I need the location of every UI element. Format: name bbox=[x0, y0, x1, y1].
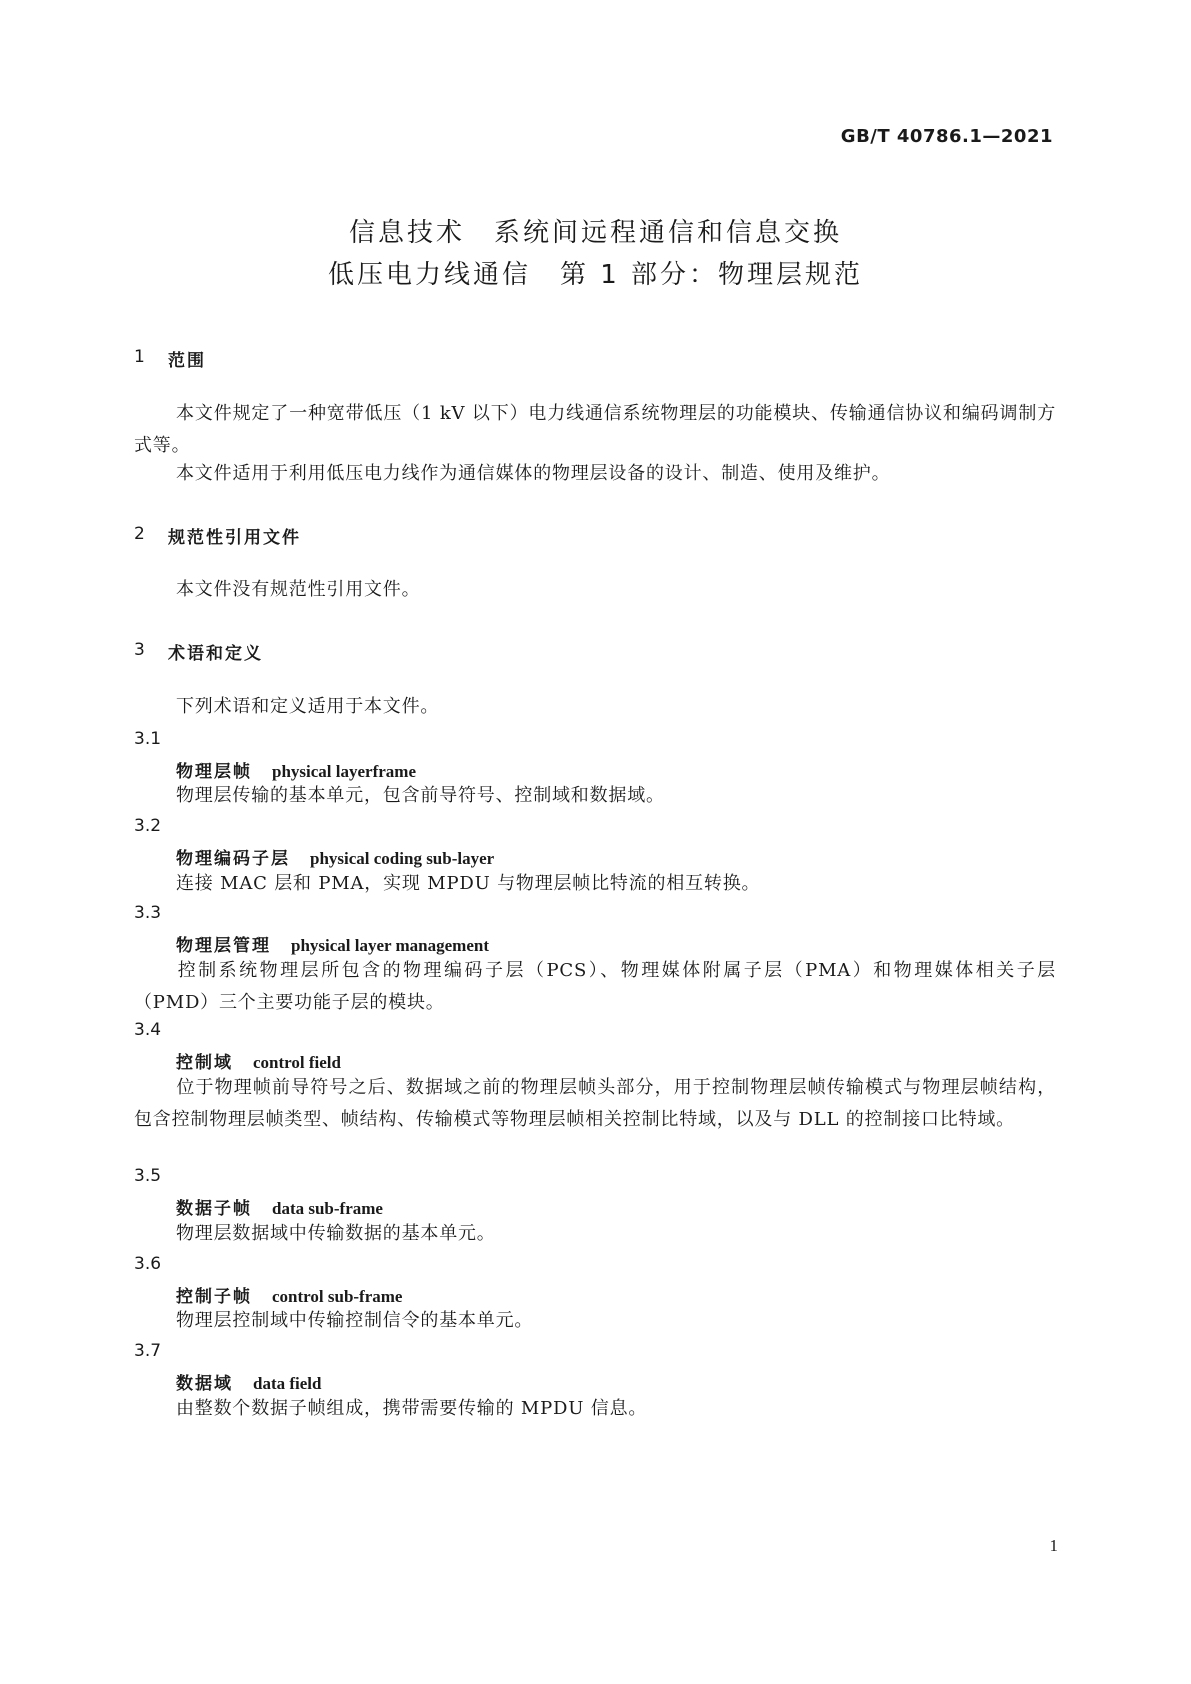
section-3-number: 3 bbox=[134, 640, 145, 660]
term-definition bbox=[134, 1218, 1056, 1250]
term-definition-text: 连接 MAC 层和 PMA，实现 MPDU 与物理层帧比特流的相互转换。 bbox=[176, 873, 761, 894]
term-heading bbox=[176, 1048, 341, 1073]
section-1-title: 范围 bbox=[168, 351, 206, 371]
term-english: data field bbox=[253, 1374, 322, 1393]
section-1-paragraph-2 bbox=[134, 458, 1056, 490]
term-number: 3.6 bbox=[134, 1254, 162, 1274]
section-3-intro-text: 下列术语和定义适用于本文件。 bbox=[176, 696, 440, 717]
term-chinese: 数据子帧 bbox=[176, 1199, 252, 1219]
term-definition bbox=[134, 1072, 1056, 1136]
term-english: control sub-frame bbox=[272, 1287, 403, 1306]
term-number: 3.2 bbox=[134, 816, 162, 836]
section-1-number: 1 bbox=[134, 347, 145, 367]
term-english: physical layer management bbox=[291, 936, 490, 955]
section-2-number: 2 bbox=[134, 524, 145, 544]
section-1-paragraph-1 bbox=[134, 398, 1056, 462]
term-definition bbox=[134, 1305, 1056, 1337]
term-chinese: 物理层管理 bbox=[176, 936, 271, 956]
section-1-paragraph-2-text: 本文件适用于利用低压电力线作为通信媒体的物理层设备的设计、制造、使用及维护。 bbox=[176, 463, 891, 484]
term-definition bbox=[134, 780, 1056, 812]
term-number: 3.4 bbox=[134, 1020, 162, 1040]
term-chinese: 数据域 bbox=[176, 1374, 233, 1394]
term-definition bbox=[134, 1393, 1056, 1425]
term-definition-text: 物理层控制域中传输控制信令的基本单元。 bbox=[176, 1310, 534, 1331]
section-2-title: 规范性引用文件 bbox=[168, 528, 301, 548]
term-definition-text: 位于物理帧前导符号之后、数据域之前的物理层帧头部分，用于控制物理层帧传输模式与物理层帧结构，包含控制物理层帧类型、帧结构、传输模式等物理层帧相关控制比特域，以及与 DLL 的控制接口比特域。 bbox=[134, 1077, 1056, 1130]
term-definition-text: 物理层数据域中传输数据的基本单元。 bbox=[176, 1223, 496, 1244]
term-chinese: 物理编码子层 bbox=[176, 849, 290, 869]
term-heading bbox=[176, 1282, 402, 1307]
term-definition-text: 控制系统物理层所包含的物理编码子层（PCS）、物理媒体附属子层（PMA）和物理媒体相关子层（PMD）三个主要功能子层的模块。 bbox=[134, 960, 1056, 1013]
term-chinese: 控制域 bbox=[176, 1053, 233, 1073]
term-number: 3.5 bbox=[134, 1166, 162, 1186]
term-english: control field bbox=[253, 1053, 341, 1072]
term-chinese: 控制子帧 bbox=[176, 1287, 252, 1307]
document-title-line-1: 信息技术 系统间远程通信和信息交换 bbox=[348, 218, 842, 248]
term-definition-text: 物理层传输的基本单元，包含前导符号、控制域和数据域。 bbox=[176, 785, 665, 806]
document-title-line-2: 低压电力线通信 第 1 部分：物理层规范 bbox=[327, 260, 864, 290]
term-heading bbox=[176, 1194, 383, 1219]
term-number: 3.1 bbox=[134, 729, 162, 749]
standard-code: GB/T 40786.1—2021 bbox=[840, 126, 1053, 147]
term-definition-text: 由整数个数据子帧组成，携带需要传输的 MPDU 信息。 bbox=[176, 1398, 648, 1419]
page-number: 1 bbox=[1049, 1536, 1058, 1555]
term-english: data sub-frame bbox=[272, 1199, 383, 1218]
term-english: physical coding sub-layer bbox=[310, 849, 495, 868]
term-definition bbox=[134, 868, 1056, 900]
term-heading bbox=[176, 931, 489, 956]
term-chinese: 物理层帧 bbox=[176, 762, 252, 782]
section-3-title: 术语和定义 bbox=[168, 644, 263, 664]
section-3-intro bbox=[134, 691, 1056, 723]
term-heading bbox=[176, 757, 416, 782]
section-1-paragraph-1-text: 本文件规定了一种宽带低压（1 kV 以下）电力线通信系统物理层的功能模块、传输通信协议和编码调制方式等。 bbox=[134, 403, 1056, 456]
term-definition bbox=[134, 955, 1056, 1019]
term-heading bbox=[176, 1369, 321, 1394]
section-2-paragraph-1 bbox=[134, 574, 1056, 606]
section-2-paragraph-1-text: 本文件没有规范性引用文件。 bbox=[176, 579, 421, 600]
term-number: 3.7 bbox=[134, 1341, 162, 1361]
term-number: 3.3 bbox=[134, 903, 162, 923]
term-heading bbox=[176, 844, 494, 869]
term-english: physical layerframe bbox=[272, 762, 416, 781]
